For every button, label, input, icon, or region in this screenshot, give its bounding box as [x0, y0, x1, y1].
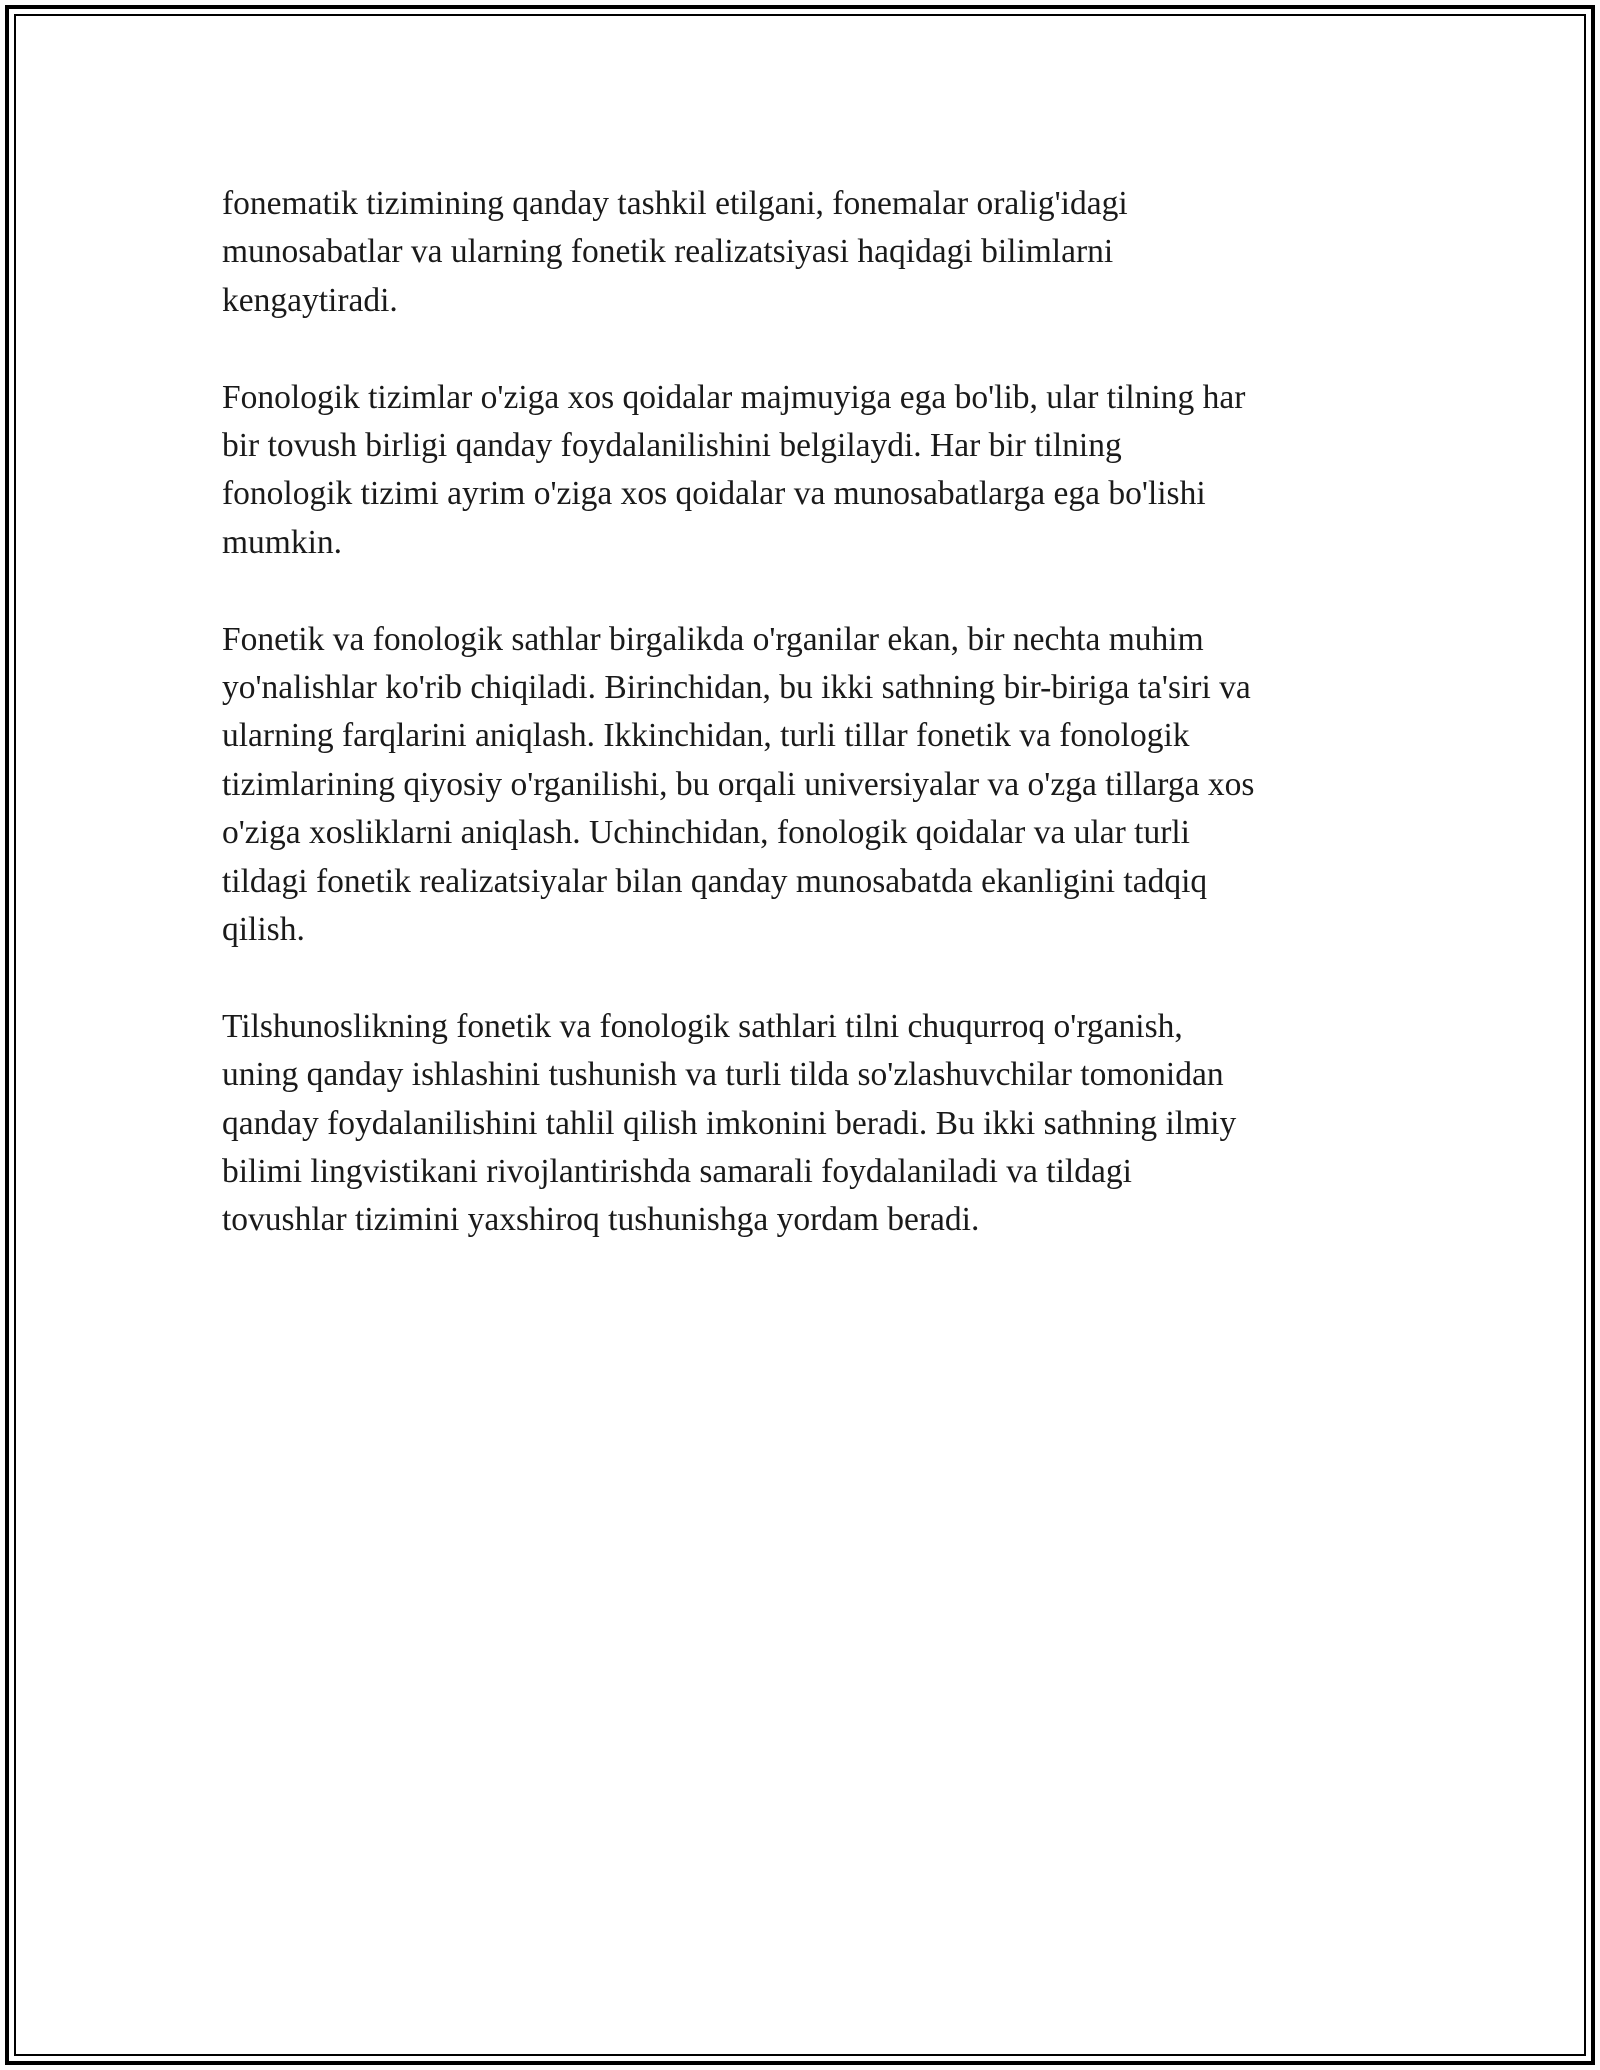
text-line: tildagi fonetik realizatsiyalar bilan qanday munosabatda ekanligini tadqiq	[222, 862, 1208, 900]
text-line: tizimlarining qiyosiy o'rganilishi, bu orqali universiyalar va o'zga tillarga xos	[222, 765, 1255, 803]
text-line: fonematik tizimining qanday tashkil etilgani, fonemalar oralig'idagi	[222, 185, 1128, 222]
text-line: tovushlar tizimini yaxshiroq tushunishga yordam beradi.	[222, 1201, 980, 1239]
text-line: yo'nalishlar ko'rib chiqiladi. Birinchidan, bu ikki sathning bir-biriga ta'siri va	[222, 669, 1251, 707]
text-line: qanday foydalanilishini tahlil qilish imkonini beradi. Bu ikki sathning ilmiy	[222, 1104, 1237, 1142]
text-line: Tilshunoslikning fonetik va fonologik sathlari tilni chuqurroq o'rganish,	[222, 1007, 1183, 1045]
paragraph-3	[222, 616, 1402, 955]
paragraph-4	[222, 1003, 1402, 1245]
paragraph-1	[222, 180, 1402, 325]
text-line: mumkin.	[222, 523, 343, 561]
document-body	[222, 180, 1402, 1293]
text-line: bilimi lingvistikani rivojlantirishda samarali foydalaniladi va tildagi	[222, 1153, 1132, 1191]
text-line: bir tovush birligi qanday foydalanilishini belgilaydi. Har bir tilning	[222, 427, 1122, 465]
text-line: uning qanday ishlashini tushunish va turli tilda so'zlashuvchilar tomonidan	[222, 1056, 1224, 1094]
paragraph-2	[222, 374, 1402, 568]
text-line: Fonologik tizimlar o'ziga xos qoidalar majmuyiga ega bo'lib, ular tilning har	[222, 378, 1246, 416]
text-line: fonologik tizimi ayrim o'ziga xos qoidalar va munosabatlarga ega bo'lishi	[222, 475, 1206, 513]
text-line: Fonetik va fonologik sathlar birgalikda o'rganilar ekan, bir nechta muhim	[222, 620, 1204, 658]
text-line: o'ziga xosliklarni aniqlash. Uchinchidan, fonologik qoidalar va ular turli	[222, 814, 1190, 852]
text-line: kengaytiradi.	[222, 281, 398, 319]
text-line: munosabatlar va ularning fonetik realizatsiyasi haqidagi bilimlarni	[222, 233, 1114, 271]
text-line: ularning farqlarini aniqlash. Ikkinchidan, turli tillar fonetik va fonologik	[222, 717, 1190, 755]
text-line: qilish.	[222, 911, 305, 949]
